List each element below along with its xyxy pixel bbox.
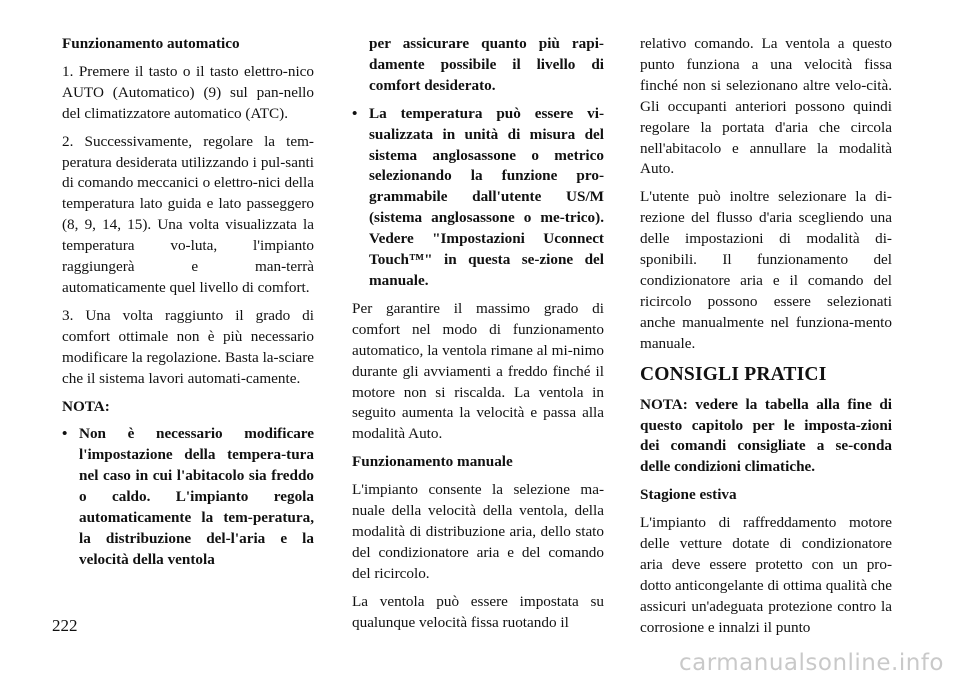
paragraph-cooling-system: L'impianto di raffreddamento motore delle vetture dotate di condizionatore aria deve essere protetto con un pro-dotto anticongelante di ottima qualità che assicuri un'adeguata protezione contro la corrosione e innalzi il punto	[640, 514, 892, 636]
watermark-text: carmanualsonline.info	[678, 650, 944, 676]
heading-automatic-operation: Funzionamento automatico	[62, 35, 240, 52]
heading-summer-season: Stagione estiva	[640, 486, 737, 504]
paragraph-comfort: Per garantire il massimo grado di comfort nel modo di funzionamento automatico, la ventola rimane al mi-nimo durante gli avviamenti a freddo finché il motore non si riscalda. La ventola in seguito aumenta la velocità e passa alla modalità Auto.	[352, 299, 604, 443]
note-settings-table: NOTA: vedere la tabella alla fine di questo capitolo per le imposta-zioni dei comandi consigliate a se-conda delle condizioni climatiche.	[640, 395, 892, 476]
paragraph-manual-selection: L'impianto consente la selezione ma-nuale della velocità della ventola, della modalità di distribuzione aria, dello stato del condizionatore aria e del comando del ricircolo.	[352, 481, 604, 582]
note-bullet-item	[352, 104, 604, 292]
page-number: 222	[52, 616, 78, 635]
note-bullet-list	[62, 424, 314, 570]
note-label: NOTA:	[62, 397, 110, 415]
heading-manual-operation: Funzionamento manuale	[352, 453, 513, 471]
section-title-practical-tips: CONSIGLI PRATICI	[640, 363, 827, 385]
note-bullet-item	[62, 424, 314, 570]
paragraph-fan-speed: La ventola può essere impostata su qualunque velocità fissa ruotando il	[352, 592, 604, 631]
bullet-continuation: per assicurare quanto più rapi-damente possibile il livello di comfort desiderato.	[369, 35, 604, 94]
paragraph-step-3: 3. Una volta raggiunto il grado di comfort ottimale non è più necessario modificare la regolazione. Basta la-sciare che il sistema lavori automati-camente.	[62, 306, 314, 387]
paragraph-step-2: 2. Successivamente, regolare la tem-peratura desiderata utilizzando i pul-santi di comando meccanici o elettro-nici della temperatura lato guida e lato passeggero (8, 9, 14, 15). Una volta visualizzata la temperatura vo-luta, l'impianto raggiungerà e man-terrà automaticamente quel livello di comfort.	[62, 132, 314, 296]
bullet-text: Non è necessario modificare l'impostazione della tempera-tura nel caso in cui l'abitacolo sia freddo o caldo. L'impianto regola automaticamente la tem-peratura, la distribuzione del-l'aria e la velocità della ventola	[79, 425, 314, 568]
bullet-text: La temperatura può essere vi-sualizzata in unità di misura del sistema anglosassone o metrico selezionando la funzione pro-grammabile dall'utente US/M (sistema anglosassone o me-trico). Vedere "Impostazioni Uconnect Touch™" in questa se-zione del manuale.	[369, 104, 604, 289]
bullet-icon: •	[352, 104, 358, 122]
paragraph-step-1: 1. Premere il tasto o il tasto elettro-nico AUTO (Automatico) (9) sul pan-nello del climatizzatore automatico (ATC).	[62, 62, 314, 122]
bullet-icon: •	[62, 425, 68, 443]
paragraph-airflow-direction: L'utente può inoltre selezionare la di-rezione del flusso d'aria scegliendo una delle impostazioni di modalità di-sponibili. Il funzionamento del condizionatore aria e il comando del ricircolo possono essere selezionati anche manualmente nel funziona-mento manuale.	[640, 188, 892, 352]
column-right	[640, 34, 892, 646]
note-bullet-list-2	[352, 104, 604, 292]
paragraph-fan-fixed: relativo comando. La ventola a questo punto funziona a una velocità fissa finché non si selezionano altre velo-cità. Gli occupanti anteriori possono quindi regolare la portata d'aria che circola nell'abitacolo e annullare la modalità Auto.	[640, 35, 892, 178]
column-middle	[352, 34, 604, 640]
column-left	[62, 34, 314, 578]
